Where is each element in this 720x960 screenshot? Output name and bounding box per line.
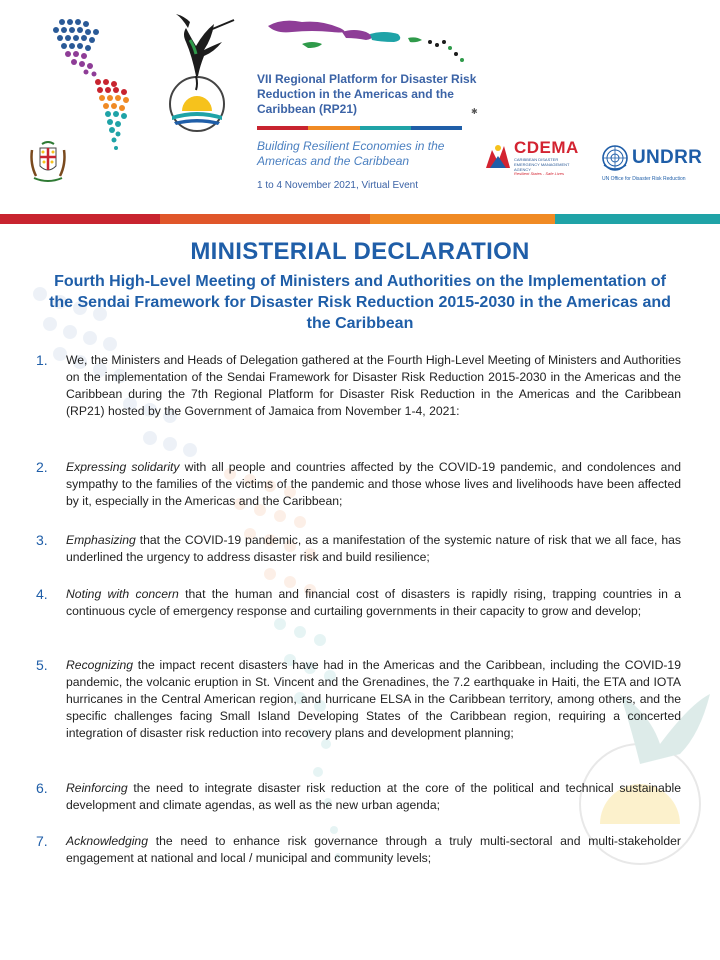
item-number: 7. [36,833,48,849]
item-body: the need to enhance risk governance through a truly multi-sectoral and multi-stakeholder engagement at national and local / municipal and community levels; [66,834,681,865]
un-emblem-icon [600,143,630,173]
document-subtitle: Fourth High-Level Meeting of Ministers and Authorities on the Implementation of the Sendai Framework for Disaster Risk Reduction 2015-2030 in the Americas and the Caribbean [49,273,671,332]
item-number: 3. [36,532,48,548]
item-number: 2. [36,459,48,475]
cdema-subtitle: CARIBBEAN DISASTER EMERGENCY MANAGEMENT AGENCY [514,157,570,172]
caribbean-map-graphic [262,12,472,67]
header-color-band [0,214,720,224]
item-text [66,657,681,742]
item-body: with all people and countries affected by the COVID-19 pandemic, and condolences and sympathy to the families of the victims of the pandemic and those whose lives and livelihoods have been affected by it, especially in the Americas and the Caribbean; [66,460,681,508]
cdema-name: CDEMA [514,138,579,157]
undrr-name: UNDRR [632,147,703,168]
undrr-logo [600,143,712,183]
cdema-tagline: Resilient States - Safe Lives [514,171,565,176]
event-subtitle: Building Resilient Economies in the Americas and the Caribbean [257,139,445,168]
event-title: VII Regional Platform for Disaster Risk Reduction in the Americas and the Caribbean (RP21) [257,72,477,116]
item-body: that the COVID-19 pandemic, as a manifestation of the systemic nature of risk that we all face, has underlined the urgency to address disaster risk and build resilience; [66,533,681,564]
item-number: 5. [36,657,48,673]
item-lead: Reinforcing [66,781,128,795]
item-lead: Recognizing [66,658,134,672]
item-body: that the human and financial cost of disasters is rapidly rising, trapping countries in a continuous cycle of emergency response and curtailing governments in their capacity to grow and develop; [66,587,681,618]
item-lead: Acknowledging [66,834,148,848]
item-text [66,780,681,814]
hummingbird-sun-logo-icon [152,12,257,147]
item-lead: Expressing solidarity [66,460,180,474]
item-body: We, the Ministers and Heads of Delegation gathered at the Fourth High-Level Meeting of Ministers and Authorities on the implementation of the Sendai Framework for Disaster Risk Reduction 2015-2030 in the Americas and the Caribbean during the 7th Regional Platform for Disaster Risk Reduction in the Americas and the Caribbean (RP21) hosted by the Government of Jamaica from November 1-4, 2021: [66,353,681,418]
event-date: 1 to 4 November 2021, Virtual Event [257,180,419,191]
item-number: 6. [36,780,48,796]
item-text [66,459,681,510]
item-body: the impact recent disasters have had in the Americas and the Caribbean, including the COVID-19 pandemic, the volcanic eruption in St. Vincent and the Grenadines, the 7.2 earthquake in Haiti, the ETA and IOTA hurricanes in the Central American region, and hurricane ELSA in the Caribbean territory, among others, and the specific challenges facing Small Island Developing States of the Caribbean region, requiring a concerted integration of disaster risk reduction into recovery plans and development planning; [66,658,681,740]
item-lead: Noting with concern [66,587,179,601]
item-lead: Emphasizing [66,533,136,547]
cdema-logo [484,138,584,178]
undrr-subtitle: UN Office for Disaster Risk Reduction [602,176,686,182]
jamaica-coat-of-arms-icon [26,140,70,184]
event-header [0,0,720,214]
document-title: MINISTERIAL DECLARATION [190,238,530,265]
title-color-bars [257,126,462,130]
item-text [66,532,681,566]
item-number: 4. [36,586,48,602]
item-text [66,586,681,620]
item-text [66,352,681,420]
item-body: the need to integrate disaster risk reduction at the core of the political and technical sustainable development and climate agendas, as well as the new urban agenda; [66,781,681,812]
item-number: 1. [36,352,48,368]
cdema-emblem-icon [484,142,512,170]
item-text [66,833,681,867]
star-decoration-icon: ✱ [471,107,478,116]
